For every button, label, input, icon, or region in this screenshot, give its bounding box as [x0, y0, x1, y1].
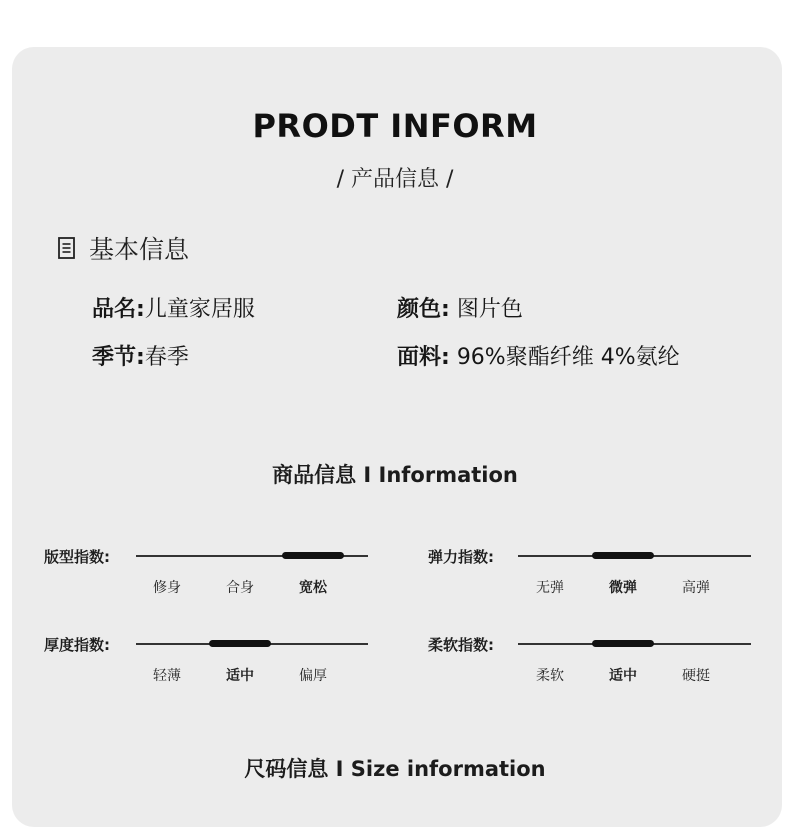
index-option: 柔软 — [536, 668, 564, 684]
info-label: 季节: — [92, 345, 145, 370]
info-label: 品名: — [92, 297, 145, 322]
index-option: 轻薄 — [153, 668, 181, 684]
basic-info-heading-text: 基本信息 — [89, 235, 190, 264]
info-item-season — [92, 340, 189, 371]
product-info-heading: 商品信息 I Information — [272, 463, 518, 487]
index-scale-marker — [282, 552, 344, 559]
index-scale-marker — [592, 640, 654, 647]
page-title: PRODT INFORM — [252, 107, 538, 145]
basic-info-heading — [58, 230, 189, 266]
index-scale-marker — [209, 640, 271, 647]
info-label: 面料: — [397, 345, 450, 370]
index-option: 偏厚 — [299, 668, 327, 684]
index-option: 硬挺 — [682, 668, 710, 684]
info-value: 春季 — [144, 345, 189, 370]
index-option: 合身 — [226, 580, 254, 596]
index-option: 宽松 — [299, 580, 327, 596]
info-item-name — [92, 292, 255, 323]
index-option: 无弹 — [536, 580, 564, 596]
info-value: 儿童家居服 — [144, 297, 255, 322]
index-label: 弹力指数: — [428, 548, 494, 566]
index-option: 适中 — [226, 668, 254, 684]
index-option: 修身 — [153, 580, 181, 596]
info-item-color — [397, 292, 523, 323]
document-icon — [58, 237, 75, 259]
info-value: 图片色 — [456, 297, 523, 322]
index-scale-marker — [592, 552, 654, 559]
index-option: 微弹 — [609, 580, 637, 596]
index-label: 版型指数: — [44, 548, 110, 566]
index-option: 高弹 — [682, 580, 710, 596]
index-label: 厚度指数: — [44, 636, 110, 654]
page-subtitle: / 产品信息 / — [336, 167, 454, 192]
info-label: 颜色: — [397, 297, 450, 322]
info-value: 96%聚酯纤维 4%氨纶 — [456, 345, 680, 370]
size-info-heading: 尺码信息 I Size information — [244, 757, 546, 781]
info-item-fabric — [397, 340, 680, 371]
index-option: 适中 — [609, 668, 637, 684]
index-label: 柔软指数: — [428, 636, 494, 654]
